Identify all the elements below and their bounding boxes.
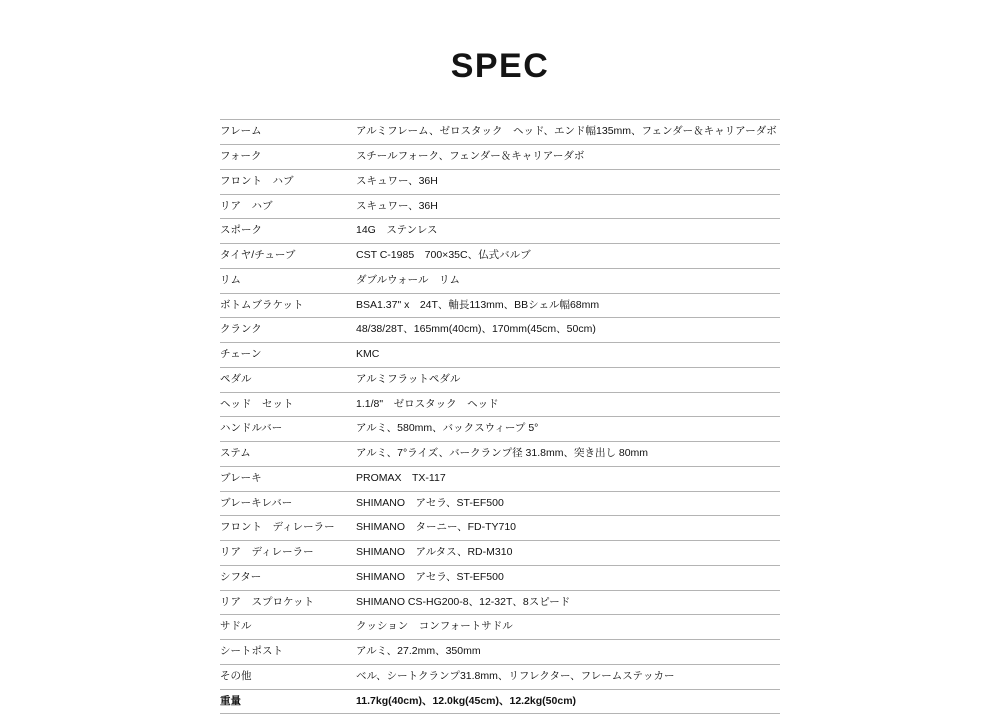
- spec-value: 11.7kg(40cm)、12.0kg(45cm)、12.2kg(50cm): [356, 694, 577, 707]
- table-row: [220, 565, 780, 590]
- table-row: [220, 417, 780, 442]
- table-row: [220, 392, 780, 417]
- spec-label: フロント ディレーラー: [220, 521, 335, 534]
- table-row: [220, 590, 780, 615]
- table-row: [220, 466, 780, 491]
- table-row: [220, 169, 780, 194]
- spec-label: サドル: [220, 620, 252, 633]
- table-row: [220, 219, 780, 244]
- spec-value: SHIMANO アルタス、RD-M310: [356, 546, 513, 559]
- spec-label: ブレーキ: [220, 471, 262, 484]
- table-row: [220, 689, 780, 714]
- table-row: [220, 516, 780, 541]
- spec-value: KMC: [356, 348, 380, 361]
- spec-label: その他: [220, 669, 252, 682]
- spec-label: クランク: [220, 323, 262, 336]
- spec-value: アルミ、580mm、バックスウィープ 5°: [356, 422, 539, 435]
- spec-label: ペダル: [220, 372, 252, 385]
- spec-label: フォーク: [220, 150, 262, 163]
- spec-value: 1.1/8" ゼロスタック ヘッド: [356, 397, 499, 410]
- table-row: [220, 145, 780, 170]
- spec-label: ボトムブラケット: [220, 298, 304, 311]
- table-row: [220, 318, 780, 343]
- spec-label: リム: [220, 273, 241, 286]
- table-row: [220, 244, 780, 269]
- spec-label: フレーム: [220, 125, 262, 138]
- spec-value: SHIMANO ターニー、FD-TY710: [356, 521, 517, 534]
- spec-table-body: [220, 120, 780, 714]
- spec-value: アルミフラットペダル: [356, 372, 461, 385]
- spec-value: 48/38/28T、165mm(40cm)、170mm(45cm、50cm): [356, 323, 596, 336]
- table-row: [220, 343, 780, 368]
- spec-value: CST C-1985 700×35C、仏式バルブ: [356, 249, 531, 262]
- spec-value: アルミ、27.2mm、350mm: [356, 645, 481, 658]
- spec-value: ダブルウォール リム: [356, 273, 460, 286]
- spec-label: ヘッド セット: [220, 397, 294, 410]
- spec-label: チェーン: [220, 348, 262, 361]
- spec-value: スキュワー、36H: [356, 199, 438, 212]
- spec-value: スチールフォーク、フェンダー＆キャリアーダボ: [356, 150, 585, 163]
- spec-label: シートポスト: [220, 645, 283, 658]
- table-row: [220, 491, 780, 516]
- spec-value: SHIMANO CS-HG200-8、12-32T、8スピード: [356, 595, 571, 608]
- spec-label: シフター: [220, 570, 262, 583]
- spec-label: リア ハブ: [220, 199, 273, 212]
- table-row: [220, 664, 780, 689]
- table-row: [220, 640, 780, 665]
- table-row: [220, 541, 780, 566]
- spec-value: 14G ステンレス: [356, 224, 438, 237]
- spec-value: SHIMANO アセラ、ST-EF500: [356, 570, 504, 583]
- spec-label: ハンドルバー: [220, 422, 283, 435]
- page-title: SPEC: [450, 47, 550, 85]
- spec-value: クッション コンフォートサドル: [356, 620, 513, 633]
- spec-label: ブレーキレバー: [220, 496, 293, 509]
- spec-value: ベル、シートクランプ31.8mm、リフレクター、フレームステッカー: [356, 669, 675, 682]
- table-row: [220, 120, 780, 145]
- spec-table: [220, 119, 780, 714]
- table-row: [220, 268, 780, 293]
- spec-value: PROMAX TX-117: [356, 471, 446, 484]
- spec-label: スポーク: [220, 224, 262, 237]
- table-row: [220, 293, 780, 318]
- table-row: [220, 194, 780, 219]
- spec-value: BSA1.37" x 24T、軸長113mm、BBシェル幅68mm: [356, 298, 600, 311]
- spec-label: 重量: [220, 694, 241, 707]
- table-row: [220, 442, 780, 467]
- table-row: [220, 367, 780, 392]
- spec-value: アルミフレーム、ゼロスタック ヘッド、エンド幅135mm、フェンダー＆キャリアーダボ: [356, 125, 777, 138]
- spec-value: アルミ、7°ライズ、バークランプ径 31.8mm、突き出し 80mm: [356, 447, 649, 460]
- table-row: [220, 615, 780, 640]
- spec-label: タイヤ/チューブ: [220, 249, 296, 262]
- spec-value: SHIMANO アセラ、ST-EF500: [356, 496, 504, 509]
- spec-table-container: [220, 119, 780, 714]
- spec-label: ステム: [220, 447, 251, 460]
- spec-label: リア ディレーラー: [220, 546, 314, 559]
- spec-label: リア スプロケット: [220, 595, 314, 608]
- spec-value: スキュワー、36H: [356, 174, 438, 187]
- spec-label: フロント ハブ: [220, 174, 294, 187]
